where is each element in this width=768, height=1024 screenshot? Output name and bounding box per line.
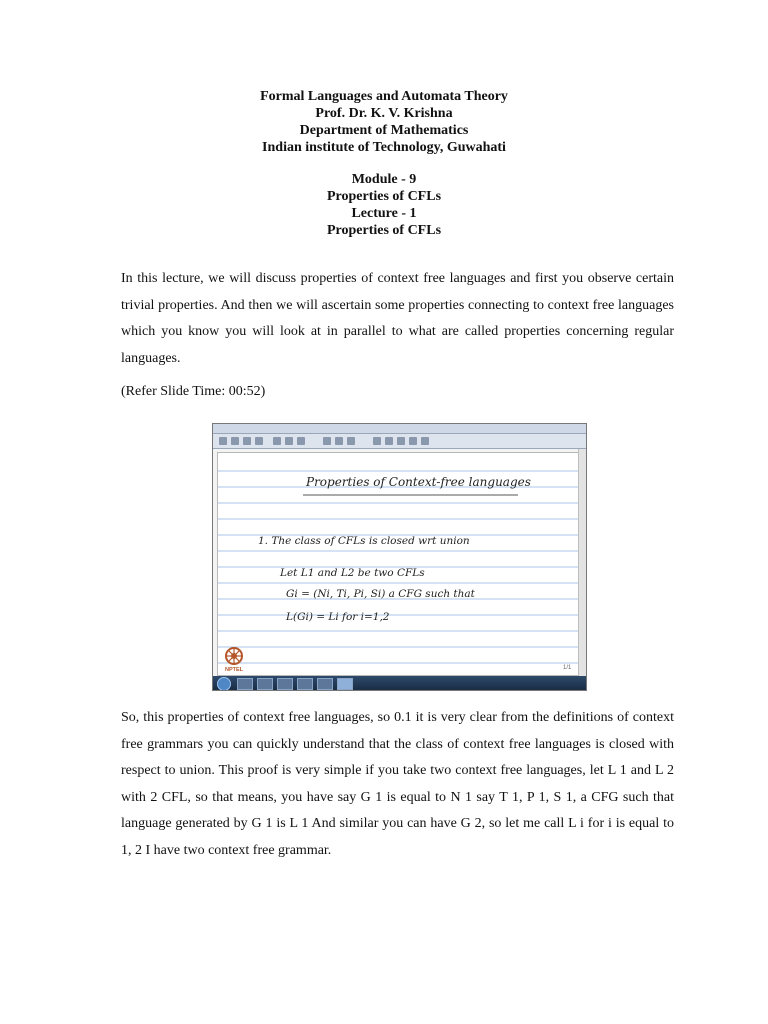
- toolbar-icon: [255, 437, 263, 445]
- notes-page: [217, 452, 580, 676]
- course-title: Formal Languages and Automata Theory: [260, 89, 508, 104]
- toolbar-icon: [231, 437, 239, 445]
- slide-line-2: Let L1 and L2 be two CFLs: [280, 567, 425, 579]
- app-toolbar: [213, 434, 586, 449]
- toolbar-icon: [273, 437, 281, 445]
- nptel-logo: [221, 646, 247, 672]
- pen-tool-icon: [373, 437, 381, 445]
- lecture-number: Lecture - 1: [351, 206, 417, 221]
- slide-line-3: Gi = (Ni, Ti, Pi, Si) a CFG such that: [286, 588, 475, 600]
- page-indicator: 1/1: [563, 665, 572, 671]
- toolbar-icon: [347, 437, 355, 445]
- taskbar-app-icon: [277, 678, 293, 690]
- toolbar-icon: [219, 437, 227, 445]
- vertical-scrollbar: [578, 449, 586, 676]
- toolbar-icon: [285, 437, 293, 445]
- document-header: [0, 88, 768, 239]
- ruled-lines: [218, 453, 579, 675]
- module-number: Module - 9: [351, 172, 417, 187]
- taskbar-app-icon: [297, 678, 313, 690]
- start-button-icon: [217, 677, 231, 691]
- slide-screenshot: [212, 423, 587, 691]
- toolbar-icon: [421, 437, 429, 445]
- toolbar-icon: [297, 437, 305, 445]
- department: Department of Mathematics: [299, 123, 469, 138]
- professor-name: Prof. Dr. K. V. Krishna: [315, 106, 453, 121]
- taskbar-app-icon: [257, 678, 273, 690]
- nptel-logo-text: NPTEL: [224, 667, 244, 672]
- windows-taskbar: [213, 676, 586, 690]
- app-menubar: [213, 424, 586, 434]
- toolbar-icon: [409, 437, 417, 445]
- taskbar-app-icon: [337, 678, 353, 690]
- refer-slide-time: (Refer Slide Time: 00:52): [121, 384, 266, 399]
- highlighter-icon: [385, 437, 393, 445]
- toolbar-icon: [335, 437, 343, 445]
- slide-line-1: 1. The class of CFLs is closed wrt union: [258, 535, 470, 547]
- taskbar-app-icon: [317, 678, 333, 690]
- eraser-icon: [397, 437, 405, 445]
- taskbar-app-icon: [237, 678, 253, 690]
- toolbar-icon: [243, 437, 251, 445]
- toolbar-icon: [323, 437, 331, 445]
- lecture-title: Properties of CFLs: [326, 223, 442, 238]
- slide-line-4: L(Gi) = Li for i=1,2: [286, 611, 390, 623]
- institute: Indian institute of Technology, Guwahati: [262, 140, 506, 155]
- body-paragraph: So, this properties of context free languages, so 0.1 it is very clear from the definitions of context free grammars you can quickly understand that the class of context free languages is closed with respect to union. This proof is very simple if you take two context free languages, let L 1 and L 2 with 2 CFL, so that means, you have say G 1 is equal to N 1 say T 1, P 1, S 1, a CFG such that language generated by G 1 is L 1 And similar you can have G 2, so let me call L i for i is equal to 1, 2 I have two context free grammar.: [121, 710, 674, 858]
- module-title: Properties of CFLs: [326, 189, 442, 204]
- intro-paragraph: In this lecture, we will discuss properties of context free languages and first you observe certain trivial properties. And then we will ascertain some properties connecting to context free languages which you know you will look at in parallel to what are called properties concerning regular languages.: [121, 271, 674, 366]
- slide-title: Properties of Context-free languages: [306, 475, 531, 489]
